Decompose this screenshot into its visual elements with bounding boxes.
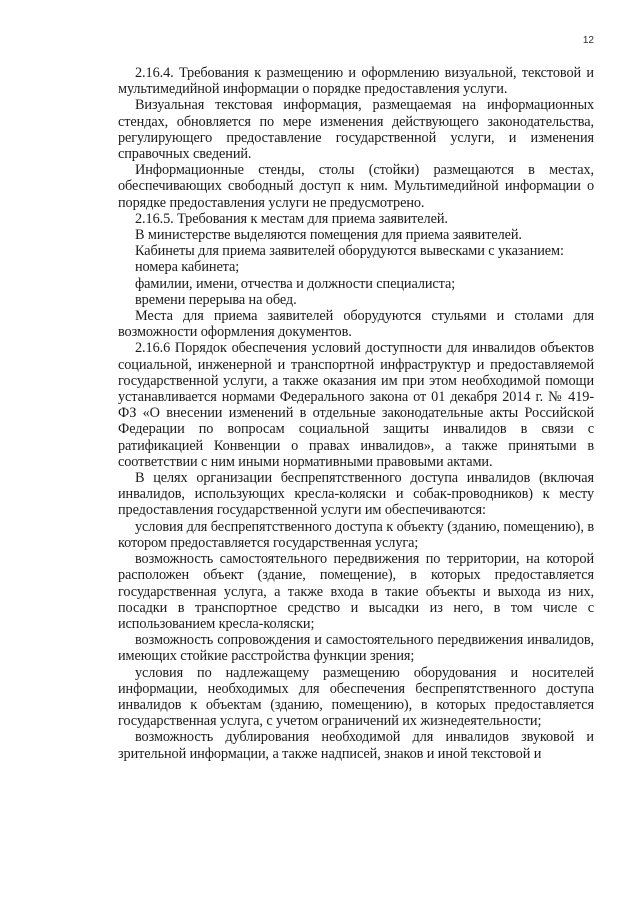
paragraph-2-16-5-heading: 2.16.5. Требования к местам для приема заявителей. (135, 210, 448, 227)
page-number: 12 (582, 35, 594, 46)
list-item-equipment-placement: условия по надлежащему размещению оборудования и носителей информации, необходимых для обеспечения беспрепятственного доступа инвалидов к объектам (зданию, помещению), в которых предоставляется государственная услуга, с учетом ограничений их жизнедеятельности; (118, 664, 594, 730)
list-item-info-duplication: возможность дублирования необходимой для инвалидов звуковой и зрительной информации, а также надписей, знаков и иной текстовой и (118, 729, 594, 762)
paragraph-2-16-4-heading: 2.16.4. Требования к размещению и оформлению визуальной, текстовой и мультимедийной информации о порядке предоставления услуги. (118, 65, 594, 98)
paragraph-visual-info: Визуальная текстовая информация, размещаемая на информационных стендах, обновляется по мере изменения действующего законодательства, регулирующего предоставление государственной услуги, и изменения справочных сведений. (118, 97, 594, 163)
list-item-specialist-name: фамилии, имени, отчества и должности специалиста; (135, 275, 456, 292)
paragraph-premises: В министерстве выделяются помещения для приема заявителей. (135, 227, 522, 244)
paragraph-seating: Места для приема заявителей оборудуются стульями и столами для возможности оформления документов. (118, 308, 594, 341)
paragraph-barrier-free-access: В целях организации беспрепятственного доступа инвалидов (включая инвалидов, использующих кресла-коляски и собак-проводников) к месту предоставления государственной услуги им обеспечиваются: (118, 470, 594, 519)
list-item-lunch-break: времени перерыва на обед. (135, 291, 297, 308)
list-item-escort: возможность сопровождения и самостоятельного передвижения инвалидов, имеющих стойкие расстройства функции зрения; (118, 632, 594, 665)
list-item-access-conditions: условия для беспрепятственного доступа к объекту (зданию, помещению), в котором предоставляется государственная услуга; (118, 518, 594, 551)
paragraph-2-16-6-accessibility: 2.16.6 Порядок обеспечения условий доступности для инвалидов объектов социальной, инженерной и транспортной инфраструктур и предоставляемой государственной услуги, а также оказания им при этом необходимой помощи устанавливается нормами Федерального закона от 01 декабря 2014 г. № 419-ФЗ «О внесении изменений в отдельные законодательные акты Российской Федерации по вопросам социальной защиты инвалидов в связи с ратификацией Конвенции о правах инвалидов», а также принятыми в соответствии с ним иными нормативными правовыми актами. (118, 340, 594, 470)
list-item-independent-movement: возможность самостоятельного передвижения по территории, на которой расположен объект (здание, помещение), в которых предоставляется государственная услуга, а также входа в такие объекты и выхода из них, посадки в транспортное средство и высадки из него, в том числе с использованием кресла-коляски; (118, 551, 594, 632)
document-body (118, 65, 594, 762)
list-item-room-number: номера кабинета; (135, 259, 240, 276)
paragraph-info-stands: Информационные стенды, столы (стойки) размещаются в местах, обеспечивающих свободный доступ к ним. Мультимедийной информации о порядке предоставления услуги не предусмотрено. (118, 162, 594, 211)
paragraph-signage: Кабинеты для приема заявителей оборудуются вывесками с указанием: (135, 243, 564, 260)
